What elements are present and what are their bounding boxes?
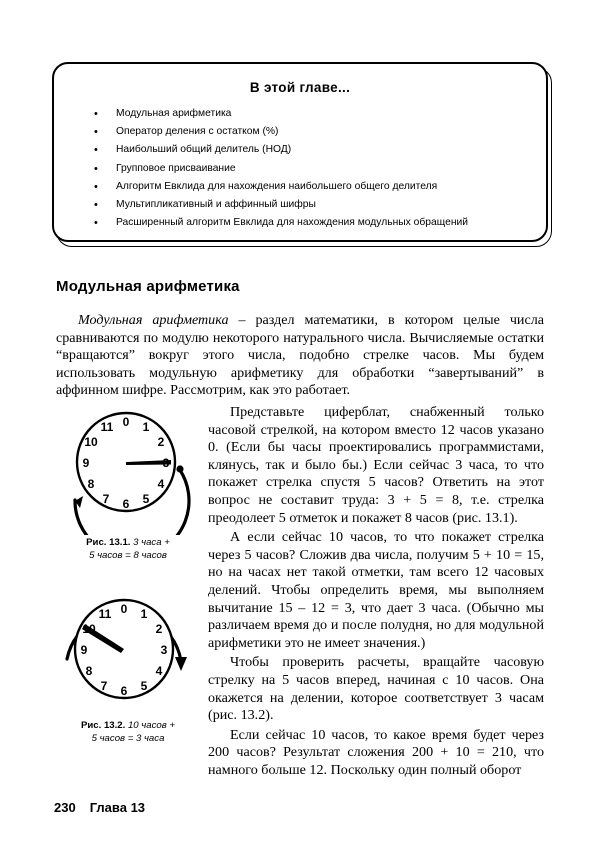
clock-diagram-3-oclock (53, 400, 203, 535)
list-item-label: Наибольший общий делитель (НОД) (116, 144, 292, 156)
rotation-arrow-head (175, 657, 187, 671)
figure-caption (48, 537, 208, 562)
clock-numeral-9: 9 (82, 456, 90, 470)
figure-caption-line2: 5 часов = 8 часов (89, 549, 167, 561)
intro-paragraph-block (56, 312, 544, 400)
page-number: 230 (54, 800, 76, 815)
body-paragraph: А если сейчас 10 часов, то что покажет стрелка через 5 часов? Сложив два числа, получим 5 + 10 = 15, но на часах нет такой отметки, там всего 12 часовых делений. Чтобы определить время, мы выполняем вычитание 15 – 12 = 3, что дает 3 часа. (Обычно мы различаем время до и после полудня, но для модульной арифметики это не имеет значения.) (208, 529, 544, 651)
chapter-topic-list (54, 105, 546, 232)
clock-numeral-7: 7 (102, 492, 110, 506)
figure-13-1 (48, 400, 208, 562)
intro-term: Модульная арифметика (78, 312, 229, 328)
intro-rest: – раздел математики, в котором целые числа сравниваются по модулю некоторого натурального числа. Вычисляемые остатки “вращаются” вокруг этого числа, подобно стрелке часов. Мы будем использовать модульную арифметику для обработки “завертываний” в аффинном шифре. Рассмотрим, как это работает. (56, 312, 544, 399)
bullet-icon: • (94, 199, 98, 212)
list-item (90, 105, 546, 123)
bullet-icon: • (94, 162, 98, 175)
clock-numeral-6: 6 (120, 684, 128, 698)
bullet-icon: • (94, 217, 98, 230)
clock-numeral-2: 2 (155, 622, 163, 636)
clock-numeral-4: 4 (155, 664, 163, 678)
clock-numeral-0: 0 (122, 415, 130, 429)
clock-numeral-5: 5 (142, 492, 150, 506)
list-item-label: Модульная арифметика (116, 108, 232, 119)
clock-numeral-6: 6 (122, 497, 130, 511)
footer-chapter-label: Глава 13 (89, 800, 146, 815)
body-text-column (208, 404, 544, 779)
chapter-summary-box (52, 62, 548, 242)
clock-numeral-4: 4 (157, 477, 165, 491)
clock-numeral-8: 8 (87, 477, 95, 491)
intro-paragraph (56, 312, 544, 400)
list-item-label: Оператор деления с остатком (%) (116, 126, 279, 138)
list-item (90, 141, 546, 159)
list-item-label: Мультипликативный и аффинный шифры (116, 199, 316, 211)
clock-numeral-0: 0 (120, 602, 128, 616)
bullet-icon: • (94, 108, 98, 120)
clock-numeral-11: 11 (100, 420, 114, 434)
body-paragraph: Чтобы проверить расчеты, вращайте часовую стрелку на 5 часов вперед, начиная с 10 часов. Она окажется на делении, которое соответствует 3 часам (рис. 13.2). (208, 654, 544, 724)
list-item (90, 214, 546, 232)
rotation-arrow-tail-dot (176, 465, 183, 472)
clock-numeral-9: 9 (80, 643, 88, 657)
figure-caption-line1: 3 часа + (130, 537, 170, 548)
bullet-icon: • (94, 144, 98, 157)
list-item-label: Алгоритм Евклида для нахождения наибольшего общего делителя (116, 180, 438, 192)
list-item-label: Групповое присваивание (116, 162, 236, 174)
figure-label: Рис. 13.2. (80, 720, 126, 731)
clock-numeral-7: 7 (100, 679, 108, 693)
clock-numeral-8: 8 (85, 664, 93, 678)
body-paragraph: Если сейчас 10 часов, то какое время будет через 200 часов? Результат сложения 200 + 10 = 210, что намного больше 12. Поскольку один полный оборот (208, 726, 544, 778)
list-item (90, 196, 546, 214)
list-item (90, 178, 546, 196)
list-item (90, 160, 546, 178)
figure-caption-line1: 10 часов + (125, 720, 176, 731)
section-heading: Модульная арифметика (56, 278, 240, 295)
figure-caption (48, 720, 208, 745)
bullet-icon: • (94, 180, 98, 193)
clock-diagram-10-oclock (53, 583, 203, 718)
clock-numeral-1: 1 (142, 420, 150, 434)
clock-numeral-10: 10 (84, 435, 98, 449)
clock-numeral-10: 10 (82, 622, 96, 636)
figure-caption-line2: 5 часов = 3 часа (91, 732, 165, 744)
chapter-box-frame (52, 62, 548, 242)
chapter-box-title: В этой главе... (249, 80, 351, 95)
clock-numeral-3: 3 (160, 643, 168, 657)
clock-numeral-1: 1 (140, 607, 148, 621)
clock-numeral-3: 3 (162, 456, 170, 470)
figure-label: Рис. 13.1. (86, 537, 131, 548)
list-item-label: Расширенный алгоритм Евклида для нахождения модульных обращений (116, 217, 469, 229)
clock-numeral-11: 11 (98, 607, 112, 621)
figure-13-2 (48, 583, 208, 745)
body-paragraph: Представьте циферблат, снабженный только часовой стрелкой, на котором вместо 12 часов указано 0. (Если бы часы проектировались программистами, клянусь, так и было бы.) Если сейчас 3 часа, то что покажет стрелка спустя 5 часов? Ответить на этот вопрос не составит труда: 3 + 5 = 8, т.е. стрелка преодолеет 5 отметок и покажет 8 часов (рис. 13.1). (208, 404, 544, 526)
list-item (90, 123, 546, 141)
clock-numeral-2: 2 (157, 435, 165, 449)
clock-numeral-5: 5 (140, 679, 148, 693)
page-footer (54, 800, 145, 815)
bullet-icon: • (94, 126, 98, 139)
